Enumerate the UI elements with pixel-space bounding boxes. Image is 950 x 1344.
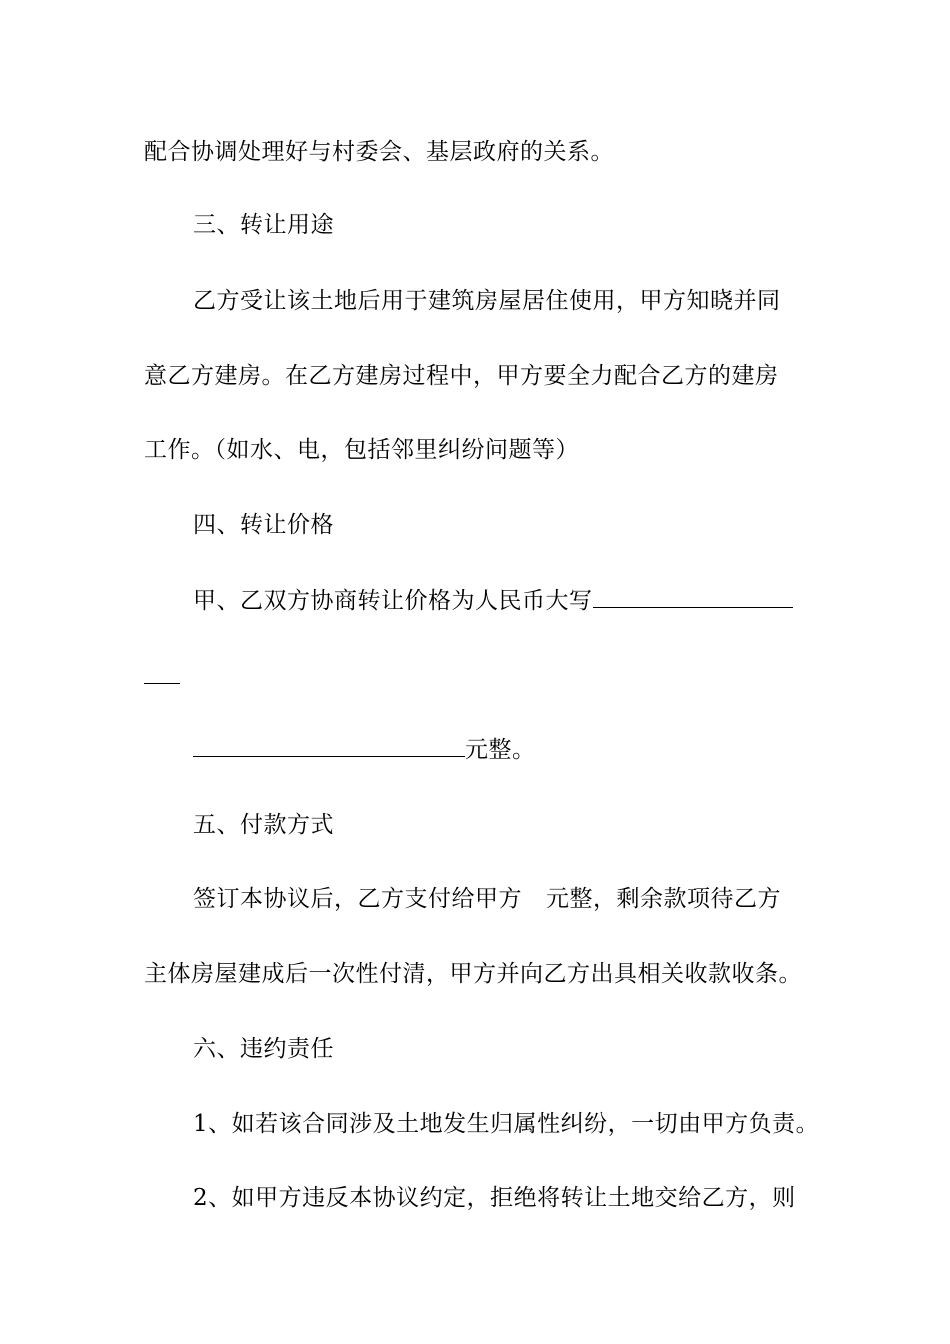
paragraph-line [144,435,579,465]
paragraph-line [144,661,180,692]
section-heading-liability [193,1034,334,1064]
section-heading-usage [193,210,334,240]
paragraph-line [193,1109,819,1139]
line-text: 元整。 [465,737,536,763]
amount-blank-line [193,734,465,757]
heading-text: 六、违约责任 [193,1036,334,1062]
heading-text: 四、转让价格 [193,512,334,538]
price-blank-line [593,585,793,608]
price-blank-line-continued [144,661,180,684]
paragraph-line [193,585,793,616]
line-text: 1、如若该合同涉及土地发生归属性纠纷，一切由甲方负责。 [193,1111,820,1137]
section-heading-payment [193,810,334,840]
paragraph-line [193,734,536,765]
paragraph-line [144,137,614,167]
paragraph-line [144,361,779,391]
section-heading-price [193,510,334,540]
paragraph-line [193,1183,796,1213]
line-text: 配合协调处理好与村委会、基层政府的关系。 [144,139,614,165]
line-text: 2、如甲方违反本协议约定，拒绝将转让土地交给乙方，则 [193,1185,796,1211]
line-text: 工作。（如水、电，包括邻里纠纷问题等） [144,437,579,463]
line-text: 乙方受让该土地后用于建筑房屋居住使用，甲方知晓并同 [193,288,781,314]
heading-text: 三、转让用途 [193,212,334,238]
paragraph-line [193,286,781,316]
line-text: 意乙方建房。在乙方建房过程中，甲方要全力配合乙方的建房 [144,363,779,389]
line-text: 元整，剩余款项待乙方 [546,886,781,912]
paragraph-line [144,959,802,989]
line-text: 甲、乙双方协商转让价格为人民币大写 [193,588,593,614]
line-text: 签订本协议后，乙方支付给甲方 [193,886,522,912]
line-text: 主体房屋建成后一次性付清，甲方并向乙方出具相关收款收条。 [144,961,802,987]
paragraph-line [193,884,781,914]
heading-text: 五、付款方式 [193,812,334,838]
